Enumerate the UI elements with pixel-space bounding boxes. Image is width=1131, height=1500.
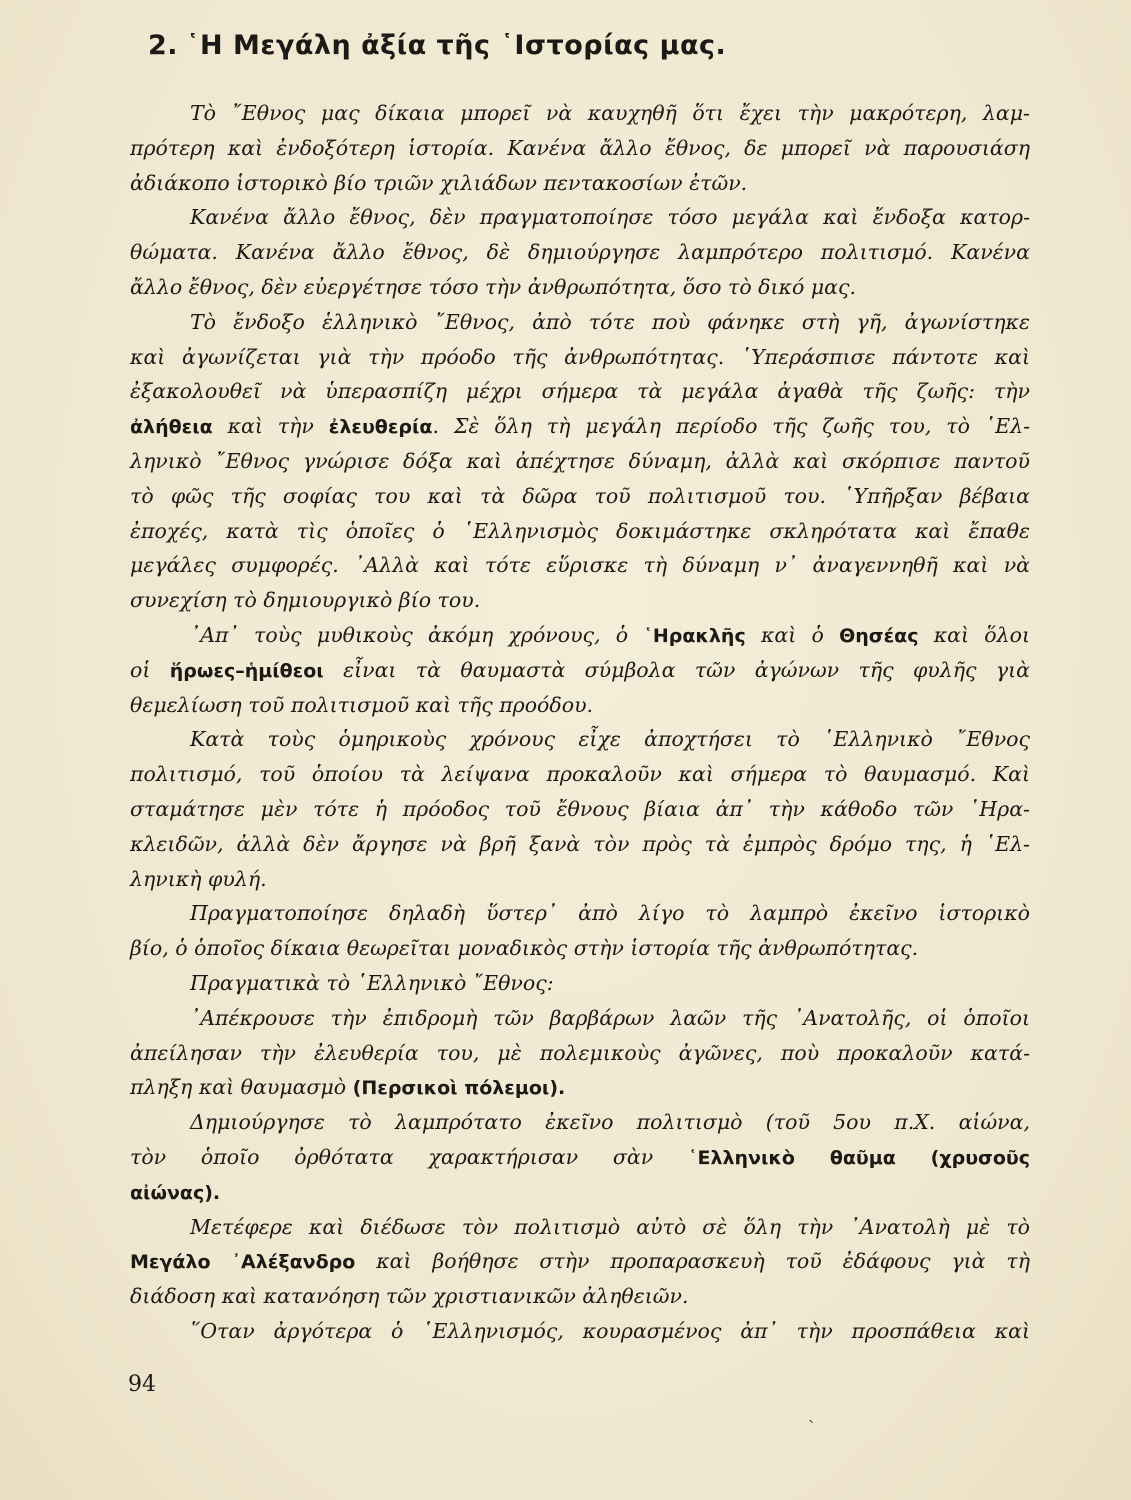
text-line xyxy=(130,862,1030,897)
text-segment: Κανένα ἄλλο ἔθνος, δὲν πραγματοποίησε τόσο μεγάλα καὶ ἔνδοξα κατορ- xyxy=(190,205,1030,230)
text-segment: καὶ ἀγωνίζεται γιὰ τὴν πρόοδο τῆς ἀνθρωπότητας. ῾Υπεράσπισε πάντοτε καὶ xyxy=(130,344,1030,369)
bold-term: ἐλευθερία xyxy=(328,416,433,439)
text-segment: καὶ ὅλοι xyxy=(918,622,1030,647)
text-segment: θεμελίωση τοῦ πολιτισμοῦ καὶ τῆς προόδου. xyxy=(130,692,594,717)
text-line xyxy=(130,1105,1030,1140)
text-segment: ἀπείλησαν τὴν ἐλευθερία του, μὲ πολεμικοὺς ἀγῶνες, ποὺ προκαλοῦν κατά- xyxy=(130,1040,1030,1065)
text-line xyxy=(130,1001,1030,1036)
text-segment: ἄλλο ἔθνος, δὲν εὐεργέτησε τόσο τὴν ἀνθρωπότητα, ὅσο τὸ δικό μας. xyxy=(130,274,857,299)
text-line xyxy=(130,166,1030,201)
text-line xyxy=(130,757,1030,792)
text-line xyxy=(130,583,1030,618)
text-line xyxy=(130,896,1030,931)
text-segment: πολιτισμό, τοῦ ὁποίου τὰ λείψανα προκαλοῦν καὶ σήμερα τὸ θαυμασμό. Καὶ xyxy=(130,762,1030,787)
text-segment: ἐποχές, κατὰ τὶς ὁποῖες ὁ ῾Ελληνισμὸς δοκιμάστηκε σκληρότατα καὶ ἔπαθε xyxy=(130,518,1030,543)
text-segment: . Σὲ ὅλη τὴ μεγάλη περίοδο τῆς ζωῆς του, τὸ ῾Ελ- xyxy=(432,414,1030,439)
text-segment: εἶναι τὰ θαυμαστὰ σύμβολα τῶν ἀγώνων τῆς φυλῆς γιὰ xyxy=(323,657,1030,682)
text-segment: ῞Οταν ἀργότερα ὁ ῾Ελληνισμός, κουρασμένος ἀπ᾽ τὴν προσπάθεια καὶ xyxy=(190,1318,1030,1343)
bold-term: Μεγάλο ᾽Αλέξανδρο xyxy=(130,1251,356,1274)
text-line xyxy=(130,618,1030,653)
text-segment: πληξη καὶ θαυμασμὸ xyxy=(130,1075,353,1100)
section-number: 2. xyxy=(148,30,179,61)
text-line xyxy=(130,722,1030,757)
text-segment: ἐξακολουθεῖ νὰ ὑπερασπίζη μέχρι σήμερα τὰ μεγάλα ἀγαθὰ τῆς ζωῆς: τὴν xyxy=(130,379,1030,404)
text-line xyxy=(130,235,1030,270)
bold-term: ἥρωες–ἡμίθεοι xyxy=(169,659,324,682)
text-line xyxy=(130,131,1030,166)
bold-term: ῾Ηρακλῆς xyxy=(643,624,746,647)
bold-term: ῾Ελληνικὸ θαῦμα (χρυσοῦς xyxy=(687,1146,1030,1169)
text-line xyxy=(130,340,1030,375)
text-line xyxy=(130,200,1030,235)
bold-term: Θησέας xyxy=(839,624,919,647)
text-line xyxy=(130,374,1030,409)
text-line xyxy=(130,931,1030,966)
section-heading xyxy=(148,30,726,61)
text-line xyxy=(130,444,1030,479)
text-segment: Πραγματοποίησε δηλαδὴ ὕστερ᾽ ἀπὸ λίγο τὸ λαμπρὸ ἐκεῖνο ἱστορικὸ xyxy=(190,901,1030,926)
text-line xyxy=(130,1070,1030,1105)
text-segment: τὸ φῶς τῆς σοφίας του καὶ τὰ δῶρα τοῦ πολιτισμοῦ του. ῾Υπῆρξαν βέβαια xyxy=(130,483,1030,508)
section-title: ῾Η Μεγάλη ἀξία τῆς ῾Ιστορίας μας. xyxy=(186,30,727,61)
text-segment: μεγάλες συμφορές. ᾽Αλλὰ καὶ τότε εὕρισκε τὴ δύναμη ν᾽ ἀναγεννηθῆ καὶ νὰ xyxy=(130,553,1030,578)
text-segment: Κατὰ τοὺς ὁμηρικοὺς χρόνους εἶχε ἀποχτήσει τὸ ῾Ελληνικὸ ῎Εθνος xyxy=(190,727,1030,752)
text-line xyxy=(130,792,1030,827)
text-segment: σταμάτησε μὲν τότε ἡ πρόοδος τοῦ ἔθνους βίαια ἀπ᾽ τὴν κάθοδο τῶν ῾Ηρα- xyxy=(130,796,1030,821)
text-line xyxy=(130,1036,1030,1071)
text-line xyxy=(130,270,1030,305)
text-line xyxy=(130,1244,1030,1279)
text-segment: καὶ ὁ xyxy=(745,622,840,647)
body-text xyxy=(130,96,1030,1349)
text-segment: διάδοση καὶ κατανόηση τῶν χριστιανικῶν ἀληθειῶν. xyxy=(130,1284,689,1309)
text-line xyxy=(130,1314,1030,1349)
text-segment: Τὸ ῎Εθνος μας δίκαια μπορεῖ νὰ καυχηθῆ ὅτι ἔχει τὴν μακρότερη, λαμ- xyxy=(190,101,1030,125)
text-segment: ἀδιάκοπο ἱστορικὸ βίο τριῶν χιλιάδων πεντακοσίων ἐτῶν. xyxy=(130,170,748,195)
text-segment: Πραγματικὰ τὸ ῾Ελληνικὸ ῎Εθνος: xyxy=(190,970,554,995)
text-segment: καὶ βοήθησε στὴν προπαρασκευὴ τοῦ ἐδάφους γιὰ τὴ xyxy=(355,1249,1030,1274)
text-segment: καὶ τὴν xyxy=(212,414,329,439)
text-line xyxy=(130,548,1030,583)
text-line xyxy=(130,96,1030,131)
text-line xyxy=(130,1210,1030,1245)
text-line xyxy=(130,305,1030,340)
text-line xyxy=(130,1279,1030,1314)
text-segment: κλειδῶν, ἀλλὰ δὲν ἄργησε νὰ βρῆ ξανὰ τὸν πρὸς τὰ ἐμπρὸς δρόμο της, ἡ ῾Ελ- xyxy=(130,831,1030,856)
text-segment: τὸν ὁποῖο ὀρθότατα χαρακτήρισαν σὰν xyxy=(130,1144,688,1169)
text-segment: θώματα. Κανένα ἄλλο ἔθνος, δὲ δημιούργησε λαμπρότερο πολιτισμό. Κανένα xyxy=(130,240,1030,265)
text-segment: ᾽Απ᾽ τοὺς μυθικοὺς ἀκόμη χρόνους, ὁ xyxy=(190,622,644,647)
text-segment: πρότερη καὶ ἐνδοξότερη ἱστορία. Κανένα ἄλλο ἔθνος, δε μπορεῖ νὰ παρουσιάση xyxy=(130,135,1030,160)
text-segment: ληνικὸ ῎Εθνος γνώρισε δόξα καὶ ἀπέχτησε δύναμη, ἀλλὰ καὶ σκόρπισε παντοῦ xyxy=(130,448,1030,473)
text-segment: Τὸ ἔνδοξο ἑλληνικὸ ῎Εθνος, ἀπὸ τότε ποὺ φάνηκε στὴ γῆ, ἀγωνίστηκε xyxy=(190,309,1030,334)
stray-mark: ` xyxy=(808,1418,816,1437)
text-line xyxy=(130,514,1030,549)
bold-term: (Περσικοὶ πόλεμοι). xyxy=(352,1077,566,1100)
text-line xyxy=(130,688,1030,723)
text-segment: Δημιούργησε τὸ λαμπρότατο ἐκεῖνο πολιτισμὸ (τοῦ 5ου π.Χ. αἰώνα, xyxy=(190,1110,1030,1135)
text-segment: ᾽Απέκρουσε τὴν ἐπιδρομὴ τῶν βαρβάρων λαῶν τῆς ᾽Ανατολῆς, οἱ ὁποῖοι xyxy=(190,1005,1030,1030)
bold-term: αἰώνας). xyxy=(130,1181,221,1204)
text-segment: οἱ xyxy=(130,657,170,682)
text-segment: βίο, ὁ ὁποῖος δίκαια θεωρεῖται μοναδικὸς στὴν ἱστορία τῆς ἀνθρωπότητας. xyxy=(130,936,919,961)
text-line xyxy=(130,479,1030,514)
text-line xyxy=(130,409,1030,444)
bold-term: ἀλήθεια xyxy=(130,416,213,439)
text-line xyxy=(130,966,1030,1001)
text-segment: συνεχίση τὸ δημιουργικὸ βίο του. xyxy=(130,588,481,613)
text-line xyxy=(130,653,1030,688)
page-number: 94 xyxy=(128,1372,156,1397)
text-line xyxy=(130,1140,1030,1175)
text-line xyxy=(130,1175,1030,1210)
text-segment: ληνικὴ φυλή. xyxy=(130,866,267,891)
text-segment: Μετέφερε καὶ διέδωσε τὸν πολιτισμὸ αὐτὸ σὲ ὅλη τὴν ᾽Ανατολὴ μὲ τὸ xyxy=(190,1214,1030,1239)
text-line xyxy=(130,827,1030,862)
